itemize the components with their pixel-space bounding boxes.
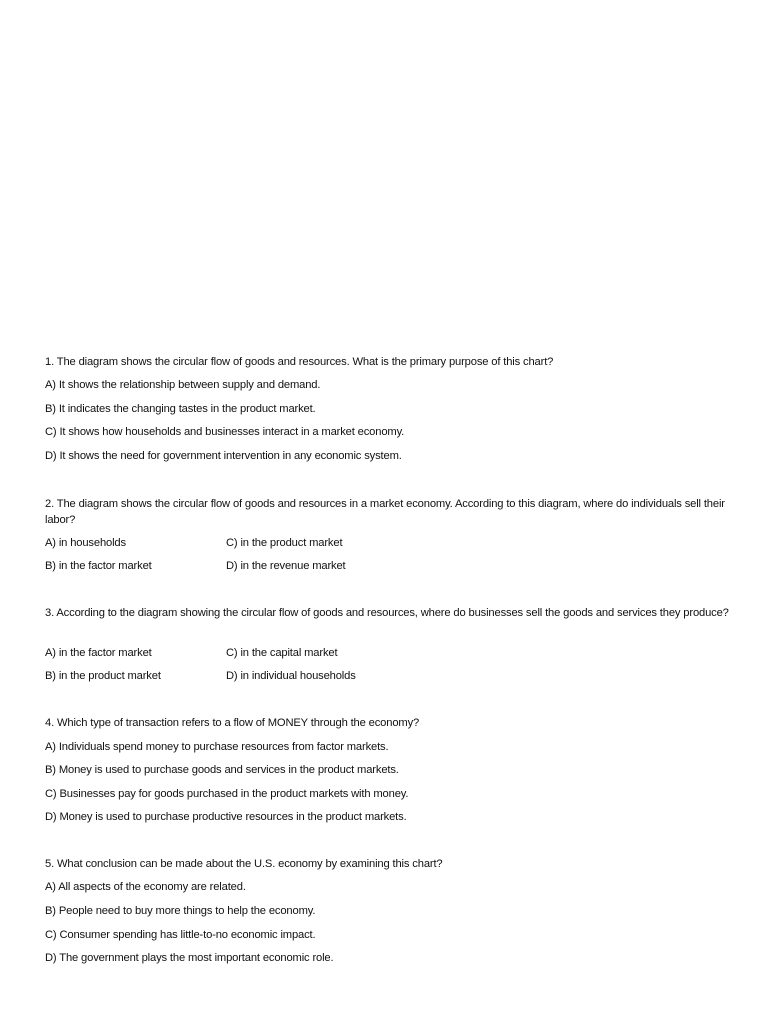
question-2-option-d: D) in the revenue market bbox=[226, 560, 346, 572]
question-4-option-b: B) Money is used to purchase goods and services in the product markets. bbox=[45, 764, 399, 776]
question-4-stem: 4. Which type of transaction refers to a flow of MONEY through the economy? bbox=[45, 717, 420, 729]
question-1-option-a: A) It shows the relationship between supply and demand. bbox=[45, 379, 321, 391]
question-1-option-b: B) It indicates the changing tastes in the product market. bbox=[45, 403, 316, 415]
question-3-stem: 3. According to the diagram showing the circular flow of goods and resources, where do businesses sell the goods and services they produce? bbox=[45, 607, 729, 619]
question-5-option-b: B) People need to buy more things to help the economy. bbox=[45, 905, 316, 917]
question-5-option-d: D) The government plays the most important economic role. bbox=[45, 952, 334, 964]
question-1-option-c: C) It shows how households and businesses interact in a market economy. bbox=[45, 426, 405, 438]
question-2-option-b: B) in the factor market bbox=[45, 560, 152, 572]
question-3-option-c: C) in the capital market bbox=[226, 647, 338, 659]
question-3-option-b: B) in the product market bbox=[45, 670, 161, 682]
question-2-option-c: C) in the product market bbox=[226, 537, 343, 549]
question-5-stem: 5. What conclusion can be made about the U.S. economy by examining this chart? bbox=[45, 858, 443, 870]
question-3-option-a: A) in the factor market bbox=[45, 647, 152, 659]
question-3-option-d: D) in individual households bbox=[226, 670, 356, 682]
question-4-option-a: A) Individuals spend money to purchase resources from factor markets. bbox=[45, 741, 389, 753]
question-2-option-a: A) in households bbox=[45, 537, 126, 549]
question-4-option-c: C) Businesses pay for goods purchased in the product markets with money. bbox=[45, 788, 409, 800]
question-5-option-a: A) All aspects of the economy are related. bbox=[45, 881, 246, 893]
question-2-stem: 2. The diagram shows the circular flow of goods and resources in a market economy. According to this diagram, where do individuals sell their labor? bbox=[45, 498, 725, 526]
question-5-option-c: C) Consumer spending has little-to-no economic impact. bbox=[45, 929, 316, 941]
question-1-stem: 1. The diagram shows the circular flow of goods and resources. What is the primary purpose of this chart? bbox=[45, 356, 554, 368]
question-4-option-d: D) Money is used to purchase productive resources in the product markets. bbox=[45, 811, 407, 823]
question-1-option-d: D) It shows the need for government intervention in any economic system. bbox=[45, 450, 402, 462]
